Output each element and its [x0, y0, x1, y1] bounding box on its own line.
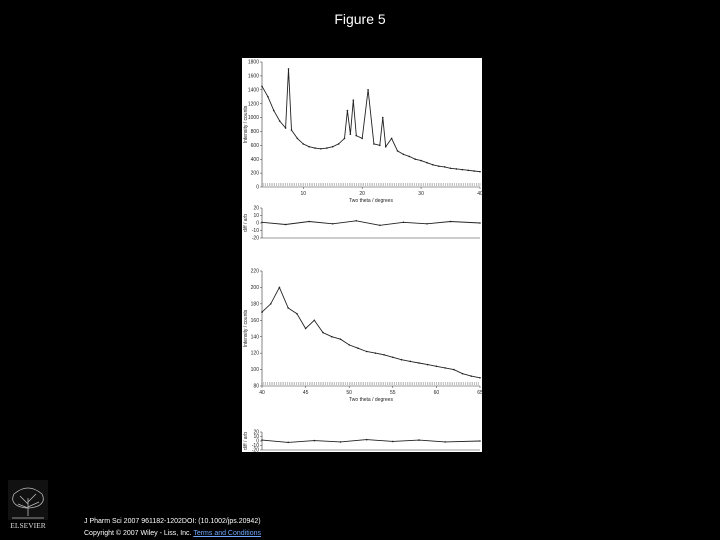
bottom-pattern-data-point [357, 347, 359, 349]
top-pattern-data-point [279, 120, 281, 122]
top-pattern-y-tick-label: 600 [250, 142, 259, 149]
bottom-pattern-y-tick-label: 200 [250, 285, 259, 292]
bottom-pattern-data-point [261, 311, 263, 313]
top-difference-y-axis-label: diff / arb [243, 214, 249, 232]
bottom-pattern-data-point [427, 364, 429, 366]
top-pattern-data-point [355, 135, 357, 137]
top-pattern-data-point [462, 169, 464, 171]
terms-link[interactable]: Terms and Conditions [193, 530, 262, 537]
top-pattern-data-point [438, 165, 440, 167]
top-difference-data-point [450, 221, 452, 223]
top-pattern-data-point [353, 99, 355, 101]
elsevier-logo-text: ELSEVIER [10, 521, 46, 530]
bottom-pattern-data-point [348, 344, 350, 346]
chart-svg [242, 58, 482, 452]
top-pattern-y-tick-label: 1800 [247, 59, 259, 66]
bottom-pattern-data-point [296, 313, 298, 315]
bottom-pattern-data-point [453, 369, 455, 371]
top-difference-series-line [262, 221, 480, 226]
top-pattern-data-point [326, 147, 328, 149]
top-pattern-data-point [267, 96, 269, 98]
bottom-difference-data-point [418, 439, 420, 441]
top-pattern-data-point [291, 129, 293, 131]
bottom-pattern-data-point [305, 328, 307, 330]
bottom-pattern-data-point [314, 319, 316, 321]
bottom-difference-data-point [444, 441, 446, 443]
top-difference-y-tick-label: -10 [251, 228, 259, 235]
top-pattern-data-point [285, 127, 287, 129]
top-pattern-data-point [344, 138, 346, 140]
top-difference-y-tick-label: 20 [253, 205, 259, 212]
bottom-pattern-y-tick-label: 100 [250, 367, 259, 374]
top-pattern-data-point [397, 150, 399, 152]
bottom-pattern-data-point [436, 365, 438, 367]
top-pattern-data-point [261, 86, 263, 88]
copyright-line [84, 528, 261, 540]
top-pattern-series-line [262, 69, 480, 172]
bottom-pattern-data-point [462, 373, 464, 375]
top-difference-data-point [332, 223, 334, 225]
top-pattern-data-point [320, 148, 322, 150]
citation-block [84, 516, 261, 540]
bottom-pattern-data-point [340, 338, 342, 340]
top-pattern-data-point [444, 166, 446, 168]
bottom-pattern-y-tick-label: 80 [253, 383, 259, 390]
figure-panel [242, 58, 482, 452]
bottom-pattern-data-point [392, 356, 394, 358]
copyright-text: Copyright © 2007 Wiley - Liss, Inc. [84, 530, 192, 537]
top-pattern-data-point [403, 154, 405, 156]
bottom-difference-data-point [392, 441, 394, 443]
top-pattern-y-tick-label: 1200 [247, 101, 259, 108]
top-pattern-data-point [479, 171, 481, 173]
top-pattern-data-point [297, 138, 299, 140]
top-pattern-data-point [332, 146, 334, 148]
top-pattern-data-point [273, 110, 275, 112]
bottom-pattern-x-tick-label: 45 [302, 390, 309, 396]
top-pattern-data-point [414, 158, 416, 160]
top-pattern-y-tick-label: 1000 [247, 115, 259, 122]
bottom-pattern-y-tick-label: 120 [250, 350, 259, 357]
top-difference-y-tick-label: 10 [253, 213, 259, 220]
top-pattern-y-tick-label: 1400 [247, 87, 259, 94]
bottom-pattern-x-tick-label: 60 [433, 390, 440, 396]
bottom-pattern-data-point [401, 359, 403, 361]
top-pattern-data-point [367, 89, 369, 91]
top-pattern-data-point [288, 68, 290, 70]
bottom-pattern-data-point [470, 375, 472, 377]
top-pattern-x-axis-label: Two theta / degrees [349, 198, 393, 204]
top-pattern-data-point [467, 170, 469, 172]
top-pattern-data-point [456, 168, 458, 170]
top-difference-data-point [285, 224, 287, 226]
top-pattern-data-point [426, 162, 428, 164]
top-pattern-data-point [379, 145, 381, 147]
bottom-pattern-x-tick-label: 50 [346, 390, 352, 396]
citation-text: J Pharm Sci 2007 961182-1202DOI: (10.1002/jps.20942) [84, 518, 261, 525]
slide-title: Figure 5 [334, 11, 386, 27]
bottom-pattern-series-line [262, 287, 480, 377]
top-difference-data-point [308, 221, 310, 223]
top-pattern-data-point [350, 133, 352, 135]
top-pattern-y-tick-label: 0 [256, 184, 259, 191]
bottom-pattern-x-tick-label: 65 [477, 390, 483, 396]
top-pattern-data-point [450, 167, 452, 169]
bottom-difference-y-tick-label: 10 [253, 434, 259, 441]
top-pattern-data-point [391, 138, 393, 140]
bottom-pattern-data-point [383, 354, 385, 356]
top-pattern-data-point [473, 170, 475, 172]
bottom-difference-y-tick-label: 0 [256, 438, 259, 445]
bottom-pattern-y-axis-label: Intensity / counts [243, 309, 249, 348]
top-pattern-data-point [408, 156, 410, 158]
top-pattern-data-point [347, 110, 349, 112]
bottom-pattern-data-point [375, 352, 377, 354]
top-difference-y-tick-label: 0 [256, 220, 259, 227]
bottom-pattern-data-point [479, 377, 481, 379]
top-pattern-data-point [373, 143, 375, 145]
top-difference-data-point [403, 221, 405, 223]
bottom-difference-data-point [340, 441, 342, 443]
bottom-difference-y-tick-label: -20 [251, 447, 259, 454]
top-difference-data-point [355, 220, 357, 222]
top-difference-y-tick-label: -20 [251, 235, 259, 242]
bottom-difference-data-point [314, 440, 316, 442]
top-pattern-data-point [338, 143, 340, 145]
bottom-pattern-y-tick-label: 160 [250, 317, 259, 324]
bottom-difference-y-tick-label: -10 [251, 443, 259, 450]
top-pattern-data-point [308, 146, 310, 148]
top-pattern-x-tick-label: 40 [477, 191, 483, 197]
bottom-pattern-data-point [444, 367, 446, 369]
top-pattern-y-tick-label: 400 [250, 156, 259, 163]
top-difference-data-point [479, 222, 481, 224]
bottom-difference-series-line [262, 440, 480, 443]
top-pattern-x-tick-label: 10 [300, 191, 307, 197]
top-pattern-y-axis-label: Intensity / counts [243, 105, 249, 144]
bottom-pattern-x-axis-label: Two theta / degrees [349, 397, 393, 403]
bottom-pattern-data-point [322, 332, 324, 334]
top-pattern-data-point [432, 164, 434, 166]
elsevier-logo [8, 480, 48, 530]
top-difference-data-point [426, 223, 428, 225]
bottom-pattern-x-tick-label: 55 [390, 390, 396, 396]
bottom-pattern-data-point [331, 336, 333, 338]
top-pattern-y-tick-label: 800 [250, 129, 259, 136]
bottom-difference-data-point [479, 440, 481, 442]
bottom-pattern-data-point [418, 362, 420, 364]
top-difference-data-point [379, 224, 381, 226]
bottom-pattern-data-point [279, 287, 281, 289]
bottom-difference-data-point [366, 439, 368, 441]
top-pattern-data-point [420, 160, 422, 162]
bottom-pattern-data-point [270, 303, 272, 305]
bottom-pattern-y-tick-label: 180 [250, 301, 259, 308]
bottom-pattern-data-point [287, 307, 289, 309]
bottom-pattern-data-point [409, 361, 411, 363]
bottom-difference-y-tick-label: 20 [253, 429, 259, 436]
top-pattern-x-tick-label: 30 [418, 191, 424, 197]
bottom-difference-data-point [261, 439, 263, 441]
top-pattern-y-tick-label: 1600 [247, 73, 259, 80]
bottom-pattern-x-tick-label: 40 [259, 390, 265, 396]
bottom-pattern-y-tick-label: 140 [250, 334, 259, 341]
top-pattern-y-tick-label: 200 [250, 170, 259, 177]
top-pattern-data-point [302, 143, 304, 145]
bottom-pattern-y-tick-label: 220 [250, 268, 259, 275]
bottom-difference-data-point [287, 442, 289, 444]
top-pattern-data-point [385, 146, 387, 148]
top-difference-data-point [261, 221, 263, 223]
top-pattern-data-point [382, 117, 384, 119]
top-pattern-data-point [361, 138, 363, 140]
bottom-pattern-data-point [366, 351, 368, 353]
top-pattern-data-point [314, 147, 316, 149]
bottom-difference-y-axis-label: diff / arb [243, 432, 249, 450]
top-pattern-x-tick-label: 20 [359, 191, 365, 197]
